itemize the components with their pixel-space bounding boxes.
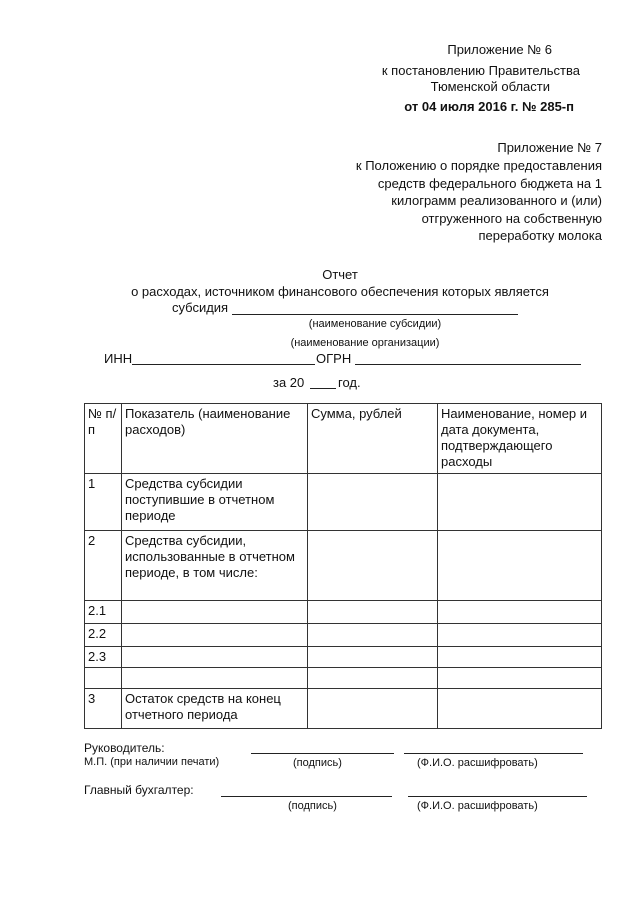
report-title: Отчет (322, 267, 358, 282)
appendix7-line: килограмм реализованного и (или) (391, 193, 602, 208)
head-signature-line[interactable] (251, 753, 394, 754)
row-number (85, 668, 122, 689)
year-prefix: за 20 (273, 375, 305, 390)
accountant-label: Главный бухгалтер: (84, 783, 194, 797)
expense-table (84, 403, 602, 729)
row-number: 3 (85, 689, 122, 729)
stamp-label: М.П. (при наличии печати) (84, 756, 220, 768)
row-sum-cell[interactable] (308, 689, 438, 729)
year-suffix: год. (338, 375, 361, 390)
head-label: Руководитель: (84, 741, 165, 755)
row-number: 2.2 (85, 624, 122, 647)
row-sum-cell[interactable] (308, 624, 438, 647)
appendix7-title: Приложение № 7 (497, 140, 602, 155)
row-name[interactable] (122, 601, 308, 624)
row-name: Средства субсидии поступившие в отчетном периоде (122, 474, 308, 531)
year-line[interactable] (310, 388, 336, 389)
row-number: 2.3 (85, 647, 122, 668)
appendix7-line: к Положению о порядке предоставления (355, 158, 602, 173)
appendix6-decree: от 04 июля 2016 г. № 285-п (404, 99, 574, 114)
row-sum-cell[interactable] (308, 601, 438, 624)
head-name-caption: (Ф.И.О. расшифровать) (417, 757, 538, 769)
appendix6-line1: к постановлению Правительства (381, 63, 580, 78)
appendix7-line: отгруженного на собственную (421, 210, 602, 226)
ogrn-label: ОГРН (316, 351, 352, 366)
row-number: 1 (85, 474, 122, 531)
row-document-cell[interactable] (438, 601, 602, 624)
row-number: 2.1 (85, 601, 122, 624)
row-sum-cell[interactable] (308, 474, 438, 531)
appendix7-text (356, 157, 602, 245)
row-document-cell[interactable] (438, 647, 602, 668)
accountant-signature-line[interactable] (221, 796, 392, 797)
accountant-name-line[interactable] (408, 796, 587, 797)
inn-line[interactable] (132, 364, 315, 365)
row-sum-cell[interactable] (308, 531, 438, 601)
row-name: Остаток средств на конец отчетного периода (122, 689, 308, 729)
table-row (85, 689, 602, 729)
row-number: 2 (85, 531, 122, 601)
header-number: № п/п (85, 404, 122, 474)
table-row (85, 474, 602, 531)
row-name: Средства субсидии, использованные в отчетном периоде, в том числе: (122, 531, 308, 601)
row-document-cell[interactable] (438, 689, 602, 729)
table-row (85, 601, 602, 624)
appendix6-line2: Тюменской области (430, 79, 550, 94)
table-row (85, 624, 602, 647)
table-row (85, 668, 602, 689)
inn-label: ИНН (104, 351, 133, 366)
accountant-name-caption: (Ф.И.О. расшифровать) (417, 800, 538, 812)
row-sum-cell[interactable] (308, 668, 438, 689)
row-sum-cell[interactable] (308, 647, 438, 668)
accountant-signature-caption: (подпись) (288, 800, 337, 812)
head-name-line[interactable] (404, 753, 583, 754)
table-row (85, 647, 602, 668)
appendix6-title: Приложение № 6 (447, 42, 552, 57)
row-name[interactable] (122, 624, 308, 647)
subsidy-name-line[interactable] (232, 314, 518, 315)
appendix7-line: средств федерального бюджета на 1 (377, 175, 602, 191)
row-document-cell[interactable] (438, 624, 602, 647)
row-document-cell[interactable] (438, 474, 602, 531)
row-document-cell[interactable] (438, 668, 602, 689)
header-sum: Сумма, рублей (308, 404, 438, 474)
header-document: Наименование, номер и дата документа, подтверждающего расходы (438, 404, 602, 474)
header-indicator: Показатель (наименование расходов) (122, 404, 308, 474)
appendix7-line: переработку молока (478, 228, 602, 243)
table-header-row (85, 404, 602, 474)
subsidy-label: субсидия (172, 300, 229, 315)
subsidy-caption: (наименование субсидии) (308, 318, 442, 330)
table-row (85, 531, 602, 601)
row-name[interactable] (122, 668, 308, 689)
head-signature-caption: (подпись) (293, 757, 342, 769)
row-name[interactable] (122, 647, 308, 668)
row-document-cell[interactable] (438, 531, 602, 601)
organization-caption: (наименование организации) (290, 337, 440, 349)
report-subtitle: о расходах, источником финансового обеспечения которых является (131, 284, 549, 299)
ogrn-line[interactable] (355, 364, 581, 365)
